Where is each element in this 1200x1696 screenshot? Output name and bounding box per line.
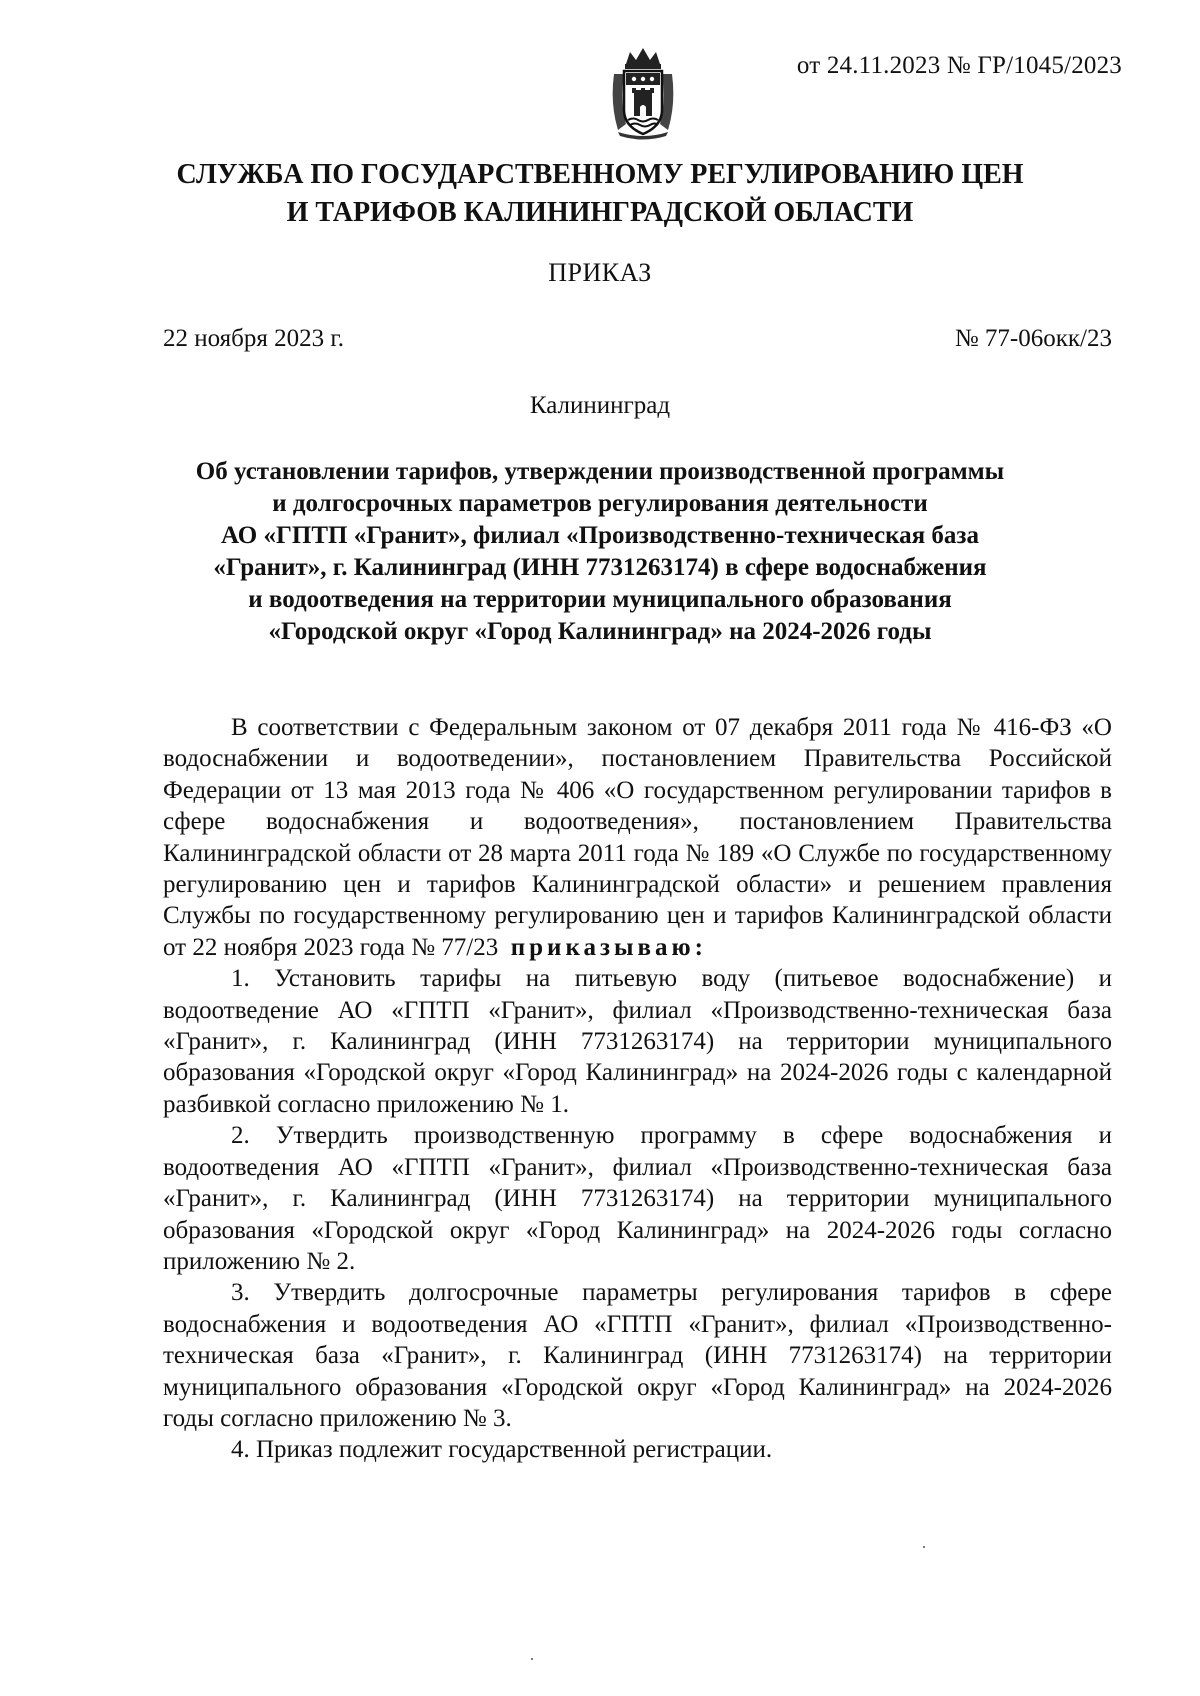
kaliningrad-coat-of-arms-icon xyxy=(608,44,678,140)
document-body xyxy=(163,712,1112,1466)
order-item-3: 3. Утвердить долгосрочные параметры регулирования тарифов в сфере водоснабжения и водоотведения АО «ГПТП «Гранит», филиал «Производственно-техническая база «Гранит», г. Калининград (ИНН 7731263174) на территории муниципального образования «Городской округ «Город Калининград» на 2024-2026 годы согласно приложению № 3. xyxy=(163,1279,1112,1432)
order-item-4: 4. Приказ подлежит государственной регистрации. xyxy=(231,1436,773,1464)
agency-name xyxy=(0,156,1200,232)
agency-name-line: СЛУЖБА ПО ГОСУДАРСТВЕННОМУ РЕГУЛИРОВАНИЮ ЦЕН xyxy=(176,159,1024,190)
document-type: ПРИКАЗ xyxy=(548,258,652,287)
document-date: 22 ноября 2023 г. xyxy=(163,325,345,352)
title-line: «Городской округ «Город Калининград» на 2024-2026 годы xyxy=(268,618,932,645)
document-title xyxy=(140,456,1060,648)
title-line: и водоотведения на территории муниципального образования xyxy=(248,586,952,613)
title-line: «Гранит», г. Калининград (ИНН 7731263174) в сфере водоснабжения xyxy=(213,554,987,581)
order-item-2: 2. Утвердить производственную программу в сфере водоснабжения и водоотведения АО «ГПТП «Гранит», филиал «Производственно-техническая база «Гранит», г. Калининград (ИНН 7731263174) на территории муниципального образования «Городской округ «Город Калининград» на 2024-2026 годы согласно приложению № 2. xyxy=(163,1122,1112,1275)
scan-speck xyxy=(923,1546,925,1548)
title-line: Об установлении тарифов, утверждении производственной программы xyxy=(195,458,1005,485)
preamble-text: В соответствии с Федеральным законом от 07 декабря 2011 года № 416-ФЗ «О водоснабжении и водоотведении», постановлением Правительства Российской Федерации от 13 мая 2013 года № 406 «О государственном регулировании тарифов в сфере водоснабжения и водоотведения», постановлением Правительства Калининградской области от 28 марта 2011 года № 189 «О Службе по государственному регулированию цен и тарифов Калининградской области» и решением правления Службы по государственному регулированию цен и тарифов Калининградской области от 22 ноября 2023 года № 77/23 xyxy=(163,714,1112,961)
scan-speck xyxy=(531,1658,533,1660)
registration-stamp: от 24.11.2023 № ГР/1045/2023 xyxy=(796,52,1122,79)
order-word: приказываю: xyxy=(510,933,707,961)
title-line: АО «ГПТП «Гранит», филиал «Производственно-техническая база xyxy=(221,522,979,549)
agency-name-line: И ТАРИФОВ КАЛИНИНГРАДСКОЙ ОБЛАСТИ xyxy=(286,197,914,228)
document-city: Калининград xyxy=(529,392,671,419)
preamble-paragraph xyxy=(163,712,1112,963)
order-item-1: 1. Установить тарифы на питьевую воду (питьевое водоснабжение) и водоотведение АО «ГПТП «Гранит», филиал «Производственно-техническая база «Гранит», г. Калининград (ИНН 7731263174) на территории муниципального образования «Городской округ «Город Калининград» на 2024-2026 годы с календарной разбивкой согласно приложению № 1. xyxy=(163,965,1112,1118)
title-line: и долгосрочных параметров регулирования деятельности xyxy=(272,490,928,517)
document-number: № 77-06окк/23 xyxy=(954,325,1112,352)
